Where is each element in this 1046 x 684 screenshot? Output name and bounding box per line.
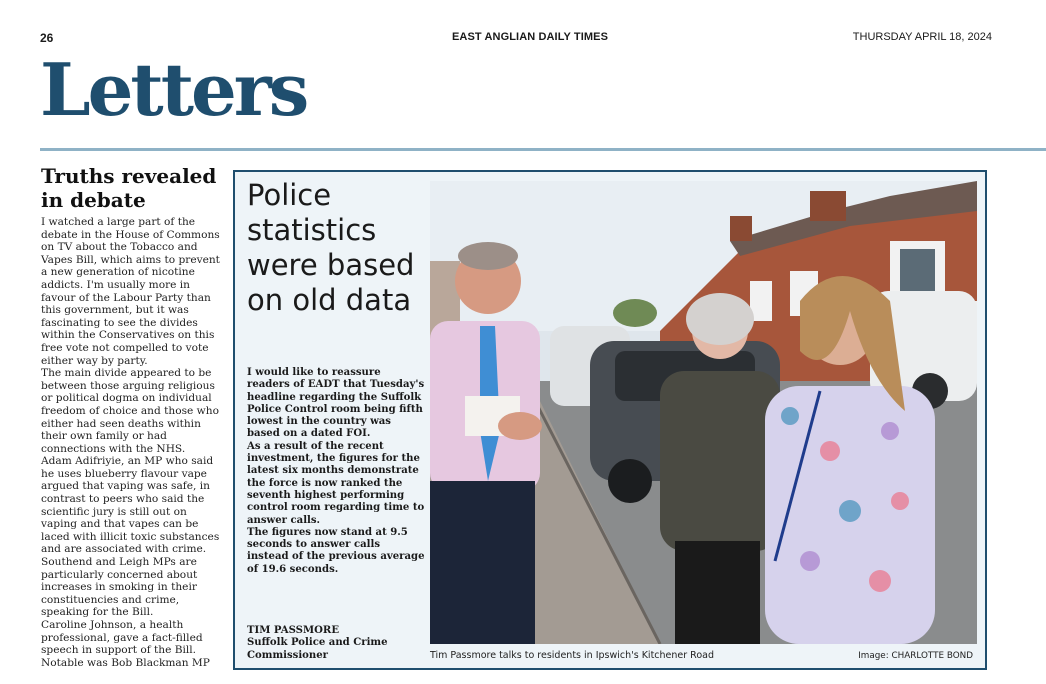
featured-letter-box (233, 170, 987, 670)
letter-paragraph: I watched a large part of the debate in the House of Commons on TV about the Tobacco and Vapes Bill, which aims to prevent a new generation of nicotine addicts. I'm usually more in favour of the Labour Party than this government, but it was fascinating to see the divides within the Conservatives on this free vote not compelled to vote either way by party. (41, 216, 220, 367)
featured-paragraph: The figures now stand at 9.5 seconds to answer calls instead of the previous average of 19.6 seconds. (247, 526, 425, 575)
letter-article (41, 164, 221, 669)
letter-paragraph: The main divide appeared to be between those arguing religious or political dogma on individual freedom of choice and those who either had seen deaths within their own family or had connections with the NHS. (41, 367, 219, 455)
featured-headline: Police statistics were based on old data (247, 178, 415, 317)
letter-paragraph: Southend and Leigh MPs are particularly concerned about increases in smoking in their constituencies and crime, speaking for the Bill. (41, 556, 198, 619)
photo-caption: Tim Passmore talks to residents in Ipswich's Kitchener Road (430, 650, 715, 661)
page-number: 26 (40, 31, 54, 45)
issue-date: THURSDAY APRIL 18, 2024 (852, 31, 992, 43)
section-title: Letters (40, 47, 307, 132)
letter-paragraph: Caroline Johnson, a health professional, gave a fact-filled speech in support of the Bill. (41, 619, 203, 657)
letter-paragraph: Adam Adifriyie, an MP who said he uses blueberry flavour vape argued that vaping was safe, in contrast to peers who said the scientific jury is still out on vaping and that vapes can be laced with illicit toxic substances and are associated with crime. (41, 455, 220, 556)
publication-name: EAST ANGLIAN DAILY TIMES (452, 31, 609, 43)
street-photo-illustration (430, 181, 977, 644)
letter-paragraph: Notable was Bob Blackman MP (41, 656, 210, 669)
street-photo (430, 181, 977, 644)
letter-body (41, 216, 221, 669)
featured-body (247, 367, 425, 576)
section-divider (40, 148, 1046, 151)
author-name: TIM PASSMORE (247, 625, 340, 636)
photo-credit: Image: CHARLOTTE BOND (858, 651, 973, 661)
featured-paragraph: As a result of the recent investment, the figures for the latest six months demonstrate the force is now ranked the seventh highest performing control room regarding time to answer calls. (247, 440, 425, 526)
letter-headline: Truths revealed in debate (41, 164, 217, 212)
featured-paragraph: I would like to reassure readers of EADT that Tuesday's headline regarding the Suffolk Police Control room being fifth lowest in the country was based on a dated FOI. (247, 367, 425, 440)
author-title: Suffolk Police and Crime Commissioner (247, 637, 388, 661)
letter-signature (247, 625, 425, 662)
